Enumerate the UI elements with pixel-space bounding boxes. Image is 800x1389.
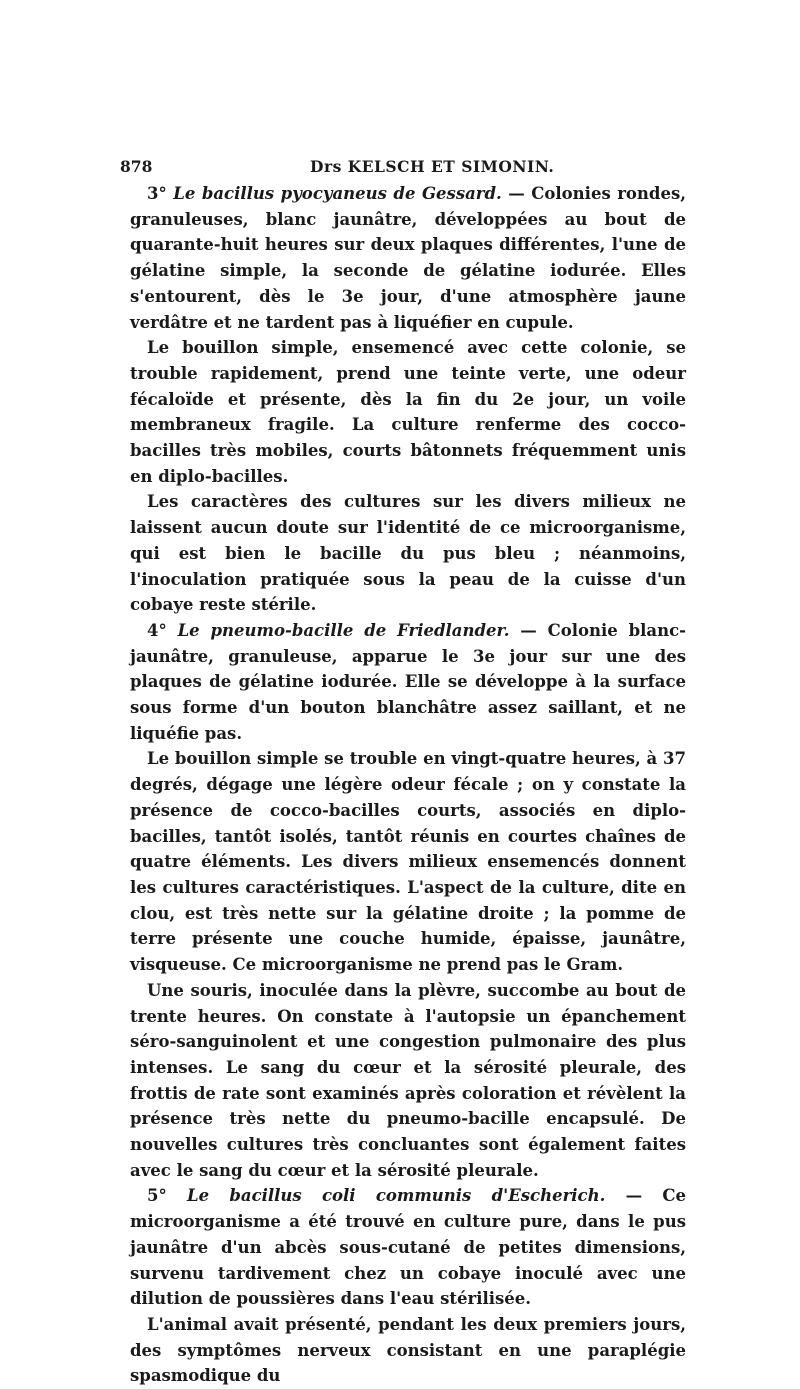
section-title: Le bacillus pyocyaneus de Gessard. <box>173 184 502 203</box>
paragraph-text: L'animal avait présenté, pendant les deux premiers jours, des symptômes nerveux consistant en une paraplégie spasmodique du <box>130 1314 686 1386</box>
page-header <box>120 156 690 178</box>
paragraph-text: Le bouillon simple, ensemencé avec cette colonie, se trouble rapidement, prend une teinte verte, une odeur fécaloïde et présente, dès la fin du 2e jour, un voile membraneux fragile. La culture renferme des cocco-bacilles très mobiles, courts bâtonnets fréquemment unis en diplo-bacilles. <box>130 338 686 486</box>
section-number: 3° <box>147 184 174 203</box>
page-number: 878 <box>120 157 153 176</box>
section-number: 5° <box>147 1186 187 1206</box>
paragraph <box>130 489 686 618</box>
paragraph <box>130 1183 686 1312</box>
paragraph <box>130 335 686 489</box>
paragraph-text: Les caractères des cultures sur les divers milieux ne laissent aucun doute sur l'identité de ce microorganisme, qui est bien le bacille du pus bleu ; néanmoins, l'inoculation pratiquée sous la peau de la cuisse d'un cobaye reste stérile. <box>130 492 686 615</box>
paragraph <box>130 181 686 335</box>
paragraph-text: — Ce microorganisme a été trouvé en culture pure, dans le pus jaunâtre d'un abcès sous-cutané de petites dimensions, survenu tardivement chez un cobaye inoculé avec une dilution de poussières dans l'eau stérilisée. <box>130 1186 687 1309</box>
paragraph <box>130 978 686 1184</box>
section-number: 4° <box>147 620 178 640</box>
paragraph-text: — Colonie blanc-jaunâtre, granuleuse, apparue le 3e jour sur une des plaques de gélatine iodurée. Elle se développe à la surface sous forme d'un bouton blanchâtre assez saillant, et ne liquéfie pas. <box>130 620 686 743</box>
paragraph <box>130 746 686 977</box>
running-head: Drs KELSCH ET SIMONIN. <box>310 157 555 176</box>
paragraph-text: Une souris, inoculée dans la plèvre, succombe au bout de trente heures. On constate à l'autopsie un épanchement séro-sanguinolent et une congestion pulmonaire des plus intenses. Le sang du cœur et la sérosité pleurale, des frottis de rate sont examinés après coloration et révèlent la présence très nette du pneumo-bacille encapsulé. De nouvelles cultures très concluantes sont également faites avec le sang du cœur et la sérosité pleurale. <box>130 980 686 1180</box>
paragraph-text: Le bouillon simple se trouble en vingt-quatre heures, à 37 degrés, dégage une légère odeur fécale ; on y constate la présence de cocco-bacilles courts, associés en diplo-bacilles, tantôt isolés, tantôt réunis en courtes chaînes de quatre éléments. Les divers milieux ensemencés donnent les cultures caractéristiques. L'aspect de la culture, dite en clou, est très nette sur la gélatine droite ; la pomme de terre présente une couche humide, épaisse, jaunâtre, visqueuse. Ce microorganisme ne prend pas le Gram. <box>130 749 686 975</box>
paragraph <box>130 1312 686 1389</box>
paragraph <box>130 618 686 747</box>
section-title: Le pneumo-bacille de Friedlander. <box>177 620 510 640</box>
paragraph-text: — Colonies rondes, granuleuses, blanc jaunâtre, développées au bout de quarante-huit heures sur deux plaques différentes, l'une de gélatine simple, la seconde de gélatine iodurée. Elles s'entourent, dès le 3e jour, d'une atmosphère jaune verdâtre et ne tardent pas à liquéfier en cupule. <box>130 184 686 332</box>
section-title: Le bacillus coli communis d'Escherich. <box>187 1186 606 1206</box>
body-text <box>130 181 686 1389</box>
